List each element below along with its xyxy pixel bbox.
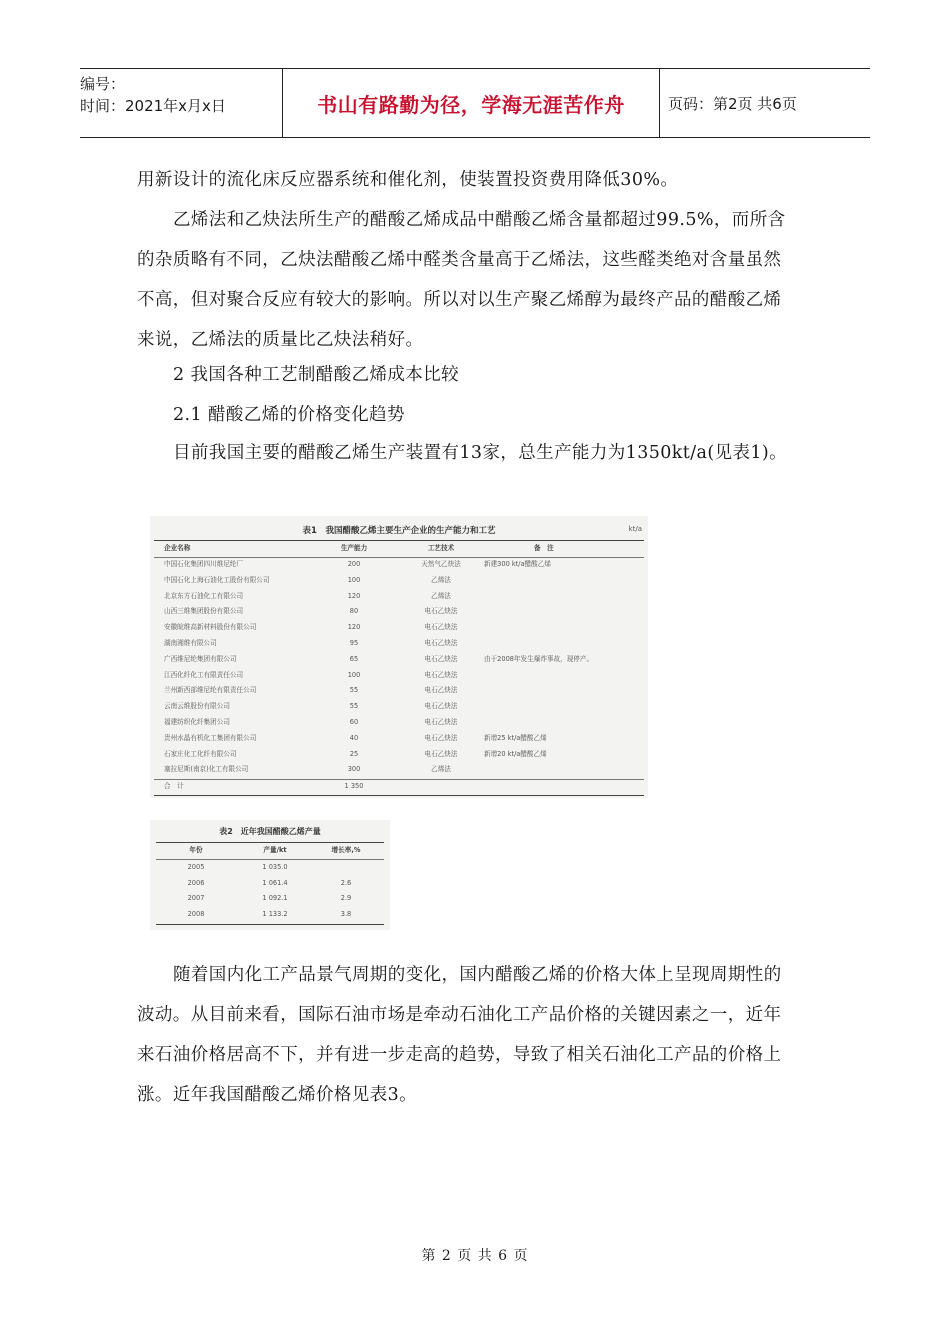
table-cell: 广西维尼纶集团有限公司 <box>164 654 237 663</box>
table-cell: 65 <box>349 654 359 663</box>
paragraph-capacity: 目前我国主要的醋酸乙烯生产装置有13家，总生产能力为1350kt/a(见表1)。 <box>173 443 788 463</box>
table-cell: 1 061.4 <box>262 878 288 887</box>
table-header-cell: 企业名称 <box>164 544 191 552</box>
table-cell: 1 133.2 <box>262 909 288 918</box>
table-cell: 1 350 <box>344 782 364 790</box>
table-row <box>154 762 644 778</box>
table-row <box>156 860 384 876</box>
table-cell: 电石乙炔法 <box>424 670 458 679</box>
table-cell: 1 035.0 <box>262 863 288 871</box>
header-motto: 书山有路勤为径，学海无涯苦作舟 <box>282 69 660 137</box>
table-row <box>154 731 644 747</box>
table-cell: 电石乙炔法 <box>424 654 458 663</box>
table-1-title: 表1 我国醋酸乙烯主要生产企业的生产能力和工艺 <box>302 526 496 536</box>
table-cell: 60 <box>349 718 359 726</box>
table-header-cell: 产量/kt <box>263 846 287 854</box>
table-row <box>154 668 644 684</box>
table-cell: 120 <box>347 591 361 600</box>
table-cell: 2007 <box>187 894 205 903</box>
paragraph-quality: 乙烯法和乙炔法所生产的醋酸乙烯成品中醋酸乙烯含量都超过99.5%，而所含的杂质略有不同，乙炔法醋酸乙烯中醛类含量高于乙烯法，这些醛类绝对含量虽然不高，但对聚合反应有较大的影响。所以对以生产聚乙烯醇为最终产品的醋酸乙烯来说，乙烯法的质量比乙炔法稍好。 <box>137 210 786 350</box>
table-cell: 天然气乙炔法 <box>421 560 461 568</box>
table-cell: 2.6 <box>340 878 352 887</box>
table-header-cell: 生产能力 <box>340 544 368 552</box>
table-cell: 兰州新西部维尼纶有限责任公司 <box>164 686 257 695</box>
table-cell: 120 <box>347 623 361 632</box>
table-cell: 北京东方石油化工有限公司 <box>164 591 244 600</box>
table-cell: 中国石化集团四川维尼纶厂 <box>164 560 244 568</box>
table-cell: 40 <box>349 733 359 742</box>
paragraph-price-trend: 随着国内化工产品景气周期的变化，国内醋酸乙烯的价格大体上呈现周期性的波动。从目前来看，国际石油市场是牵动石油化工产品价格的关键因素之一，近年来石油价格居高不下，并有进一步走高的趋势，导致了相关石油化工产品的价格上涨。近年我国醋酸乙烯价格见表3。 <box>137 965 782 1105</box>
table-cell: 95 <box>349 639 359 647</box>
table-cell: 新建300 kt/a醋酸乙烯 <box>484 560 551 568</box>
table-row <box>156 907 384 923</box>
table-row <box>156 891 384 907</box>
table-2-figure <box>150 820 390 930</box>
table-cell: 安徽皖维高新材料股份有限公司 <box>164 623 257 632</box>
table-cell: 1 092.1 <box>262 894 288 903</box>
table-cell: 100 <box>347 575 361 584</box>
table-cell: 2.9 <box>340 894 352 903</box>
table-cell: 山西三维集团股份有限公司 <box>164 607 244 616</box>
table-cell: 新增20 kt/a醋酸乙烯 <box>484 749 547 758</box>
table-2-title: 表2 近年我国醋酸乙烯产量 <box>219 827 321 836</box>
table-1-unit: kt/a <box>628 525 642 533</box>
table-cell: 电石乙炔法 <box>424 718 458 726</box>
table-header-cell: 增长率,% <box>331 846 361 854</box>
table-cell: 2006 <box>187 878 205 887</box>
table-row <box>154 652 644 668</box>
table-row <box>154 747 644 763</box>
table-cell: 电石乙炔法 <box>424 702 458 711</box>
section-heading-2: 2 我国各种工艺制醋酸乙烯成本比较 <box>173 365 459 385</box>
table-header-cell: 年份 <box>189 846 203 854</box>
table-cell: 新增25 kt/a醋酸乙烯 <box>484 733 547 742</box>
table-cell: 电石乙炔法 <box>424 607 458 616</box>
table-cell: 电石乙炔法 <box>424 639 458 647</box>
table-cell: 乙烯法 <box>431 765 451 774</box>
doc-date: 时间：2021年x月x日 <box>80 97 226 115</box>
table-cell: 塞拉尼斯(南京)化工有限公司 <box>164 765 249 774</box>
table-cell: 电石乙炔法 <box>424 623 458 632</box>
header-page-info: 页码：第2页 共6页 <box>668 94 797 113</box>
table-row <box>154 636 644 652</box>
paragraph-continued: 用新设计的流化床反应器系统和催化剂，使装置投资费用降低30%。 <box>137 170 679 190</box>
page-footer: 第 2 页 共 6 页 <box>421 1248 529 1264</box>
table-cell: 贵州水晶有机化工集团有限公司 <box>164 733 257 742</box>
table-row <box>154 557 644 573</box>
table-cell: 200 <box>347 560 361 568</box>
table-row <box>156 876 384 892</box>
table-row <box>154 604 644 620</box>
section-heading-2-1: 2.1 醋酸乙烯的价格变化趋势 <box>173 405 405 425</box>
table-cell: 福建纺织化纤集团公司 <box>164 718 230 726</box>
table-cell: 电石乙炔法 <box>424 686 458 695</box>
table-cell: 3.8 <box>340 909 352 918</box>
table-1-header-row <box>154 541 644 557</box>
table-cell: 由于2008年发生爆炸事故，现停产。 <box>484 654 594 663</box>
table-cell: 电石乙炔法 <box>424 733 458 742</box>
doc-code-label: 编号： <box>80 75 126 93</box>
table-1-figure <box>150 516 648 798</box>
table-rule <box>156 924 384 925</box>
table-cell: 2005 <box>187 863 205 871</box>
table-total-row <box>154 779 644 795</box>
table-cell: 电石乙炔法 <box>424 749 458 758</box>
table-row <box>154 699 644 715</box>
table-row <box>154 683 644 699</box>
table-cell: 300 <box>347 765 361 774</box>
table-row <box>154 573 644 589</box>
header-meta <box>80 69 282 137</box>
table-cell: 100 <box>347 670 361 679</box>
table-header-cell: 工艺技术 <box>427 544 455 552</box>
table-cell: 江西化纤化工有限责任公司 <box>164 670 244 679</box>
table-cell: 80 <box>349 607 359 616</box>
table-cell: 乙烯法 <box>431 575 451 584</box>
table-row <box>154 620 644 636</box>
table-header-cell: 备 注 <box>534 544 554 552</box>
table-cell: 中国石化上海石油化工股份有限公司 <box>164 575 270 584</box>
table-cell: 乙烯法 <box>431 591 451 600</box>
table-cell: 湖南湘维有限公司 <box>164 639 217 647</box>
table-row <box>154 715 644 731</box>
table-row <box>154 589 644 605</box>
table-cell: 55 <box>349 702 359 711</box>
table-cell: 25 <box>349 749 359 758</box>
table-cell: 石家庄化工化纤有限公司 <box>164 749 237 758</box>
table-cell: 2008 <box>187 909 205 918</box>
page-header <box>80 68 870 138</box>
table-cell: 云南云维股份有限公司 <box>164 702 230 711</box>
table-rule <box>154 795 644 796</box>
table-cell: 合 计 <box>164 782 184 790</box>
table-2-header-row <box>156 843 384 859</box>
table-cell: 55 <box>349 686 359 695</box>
